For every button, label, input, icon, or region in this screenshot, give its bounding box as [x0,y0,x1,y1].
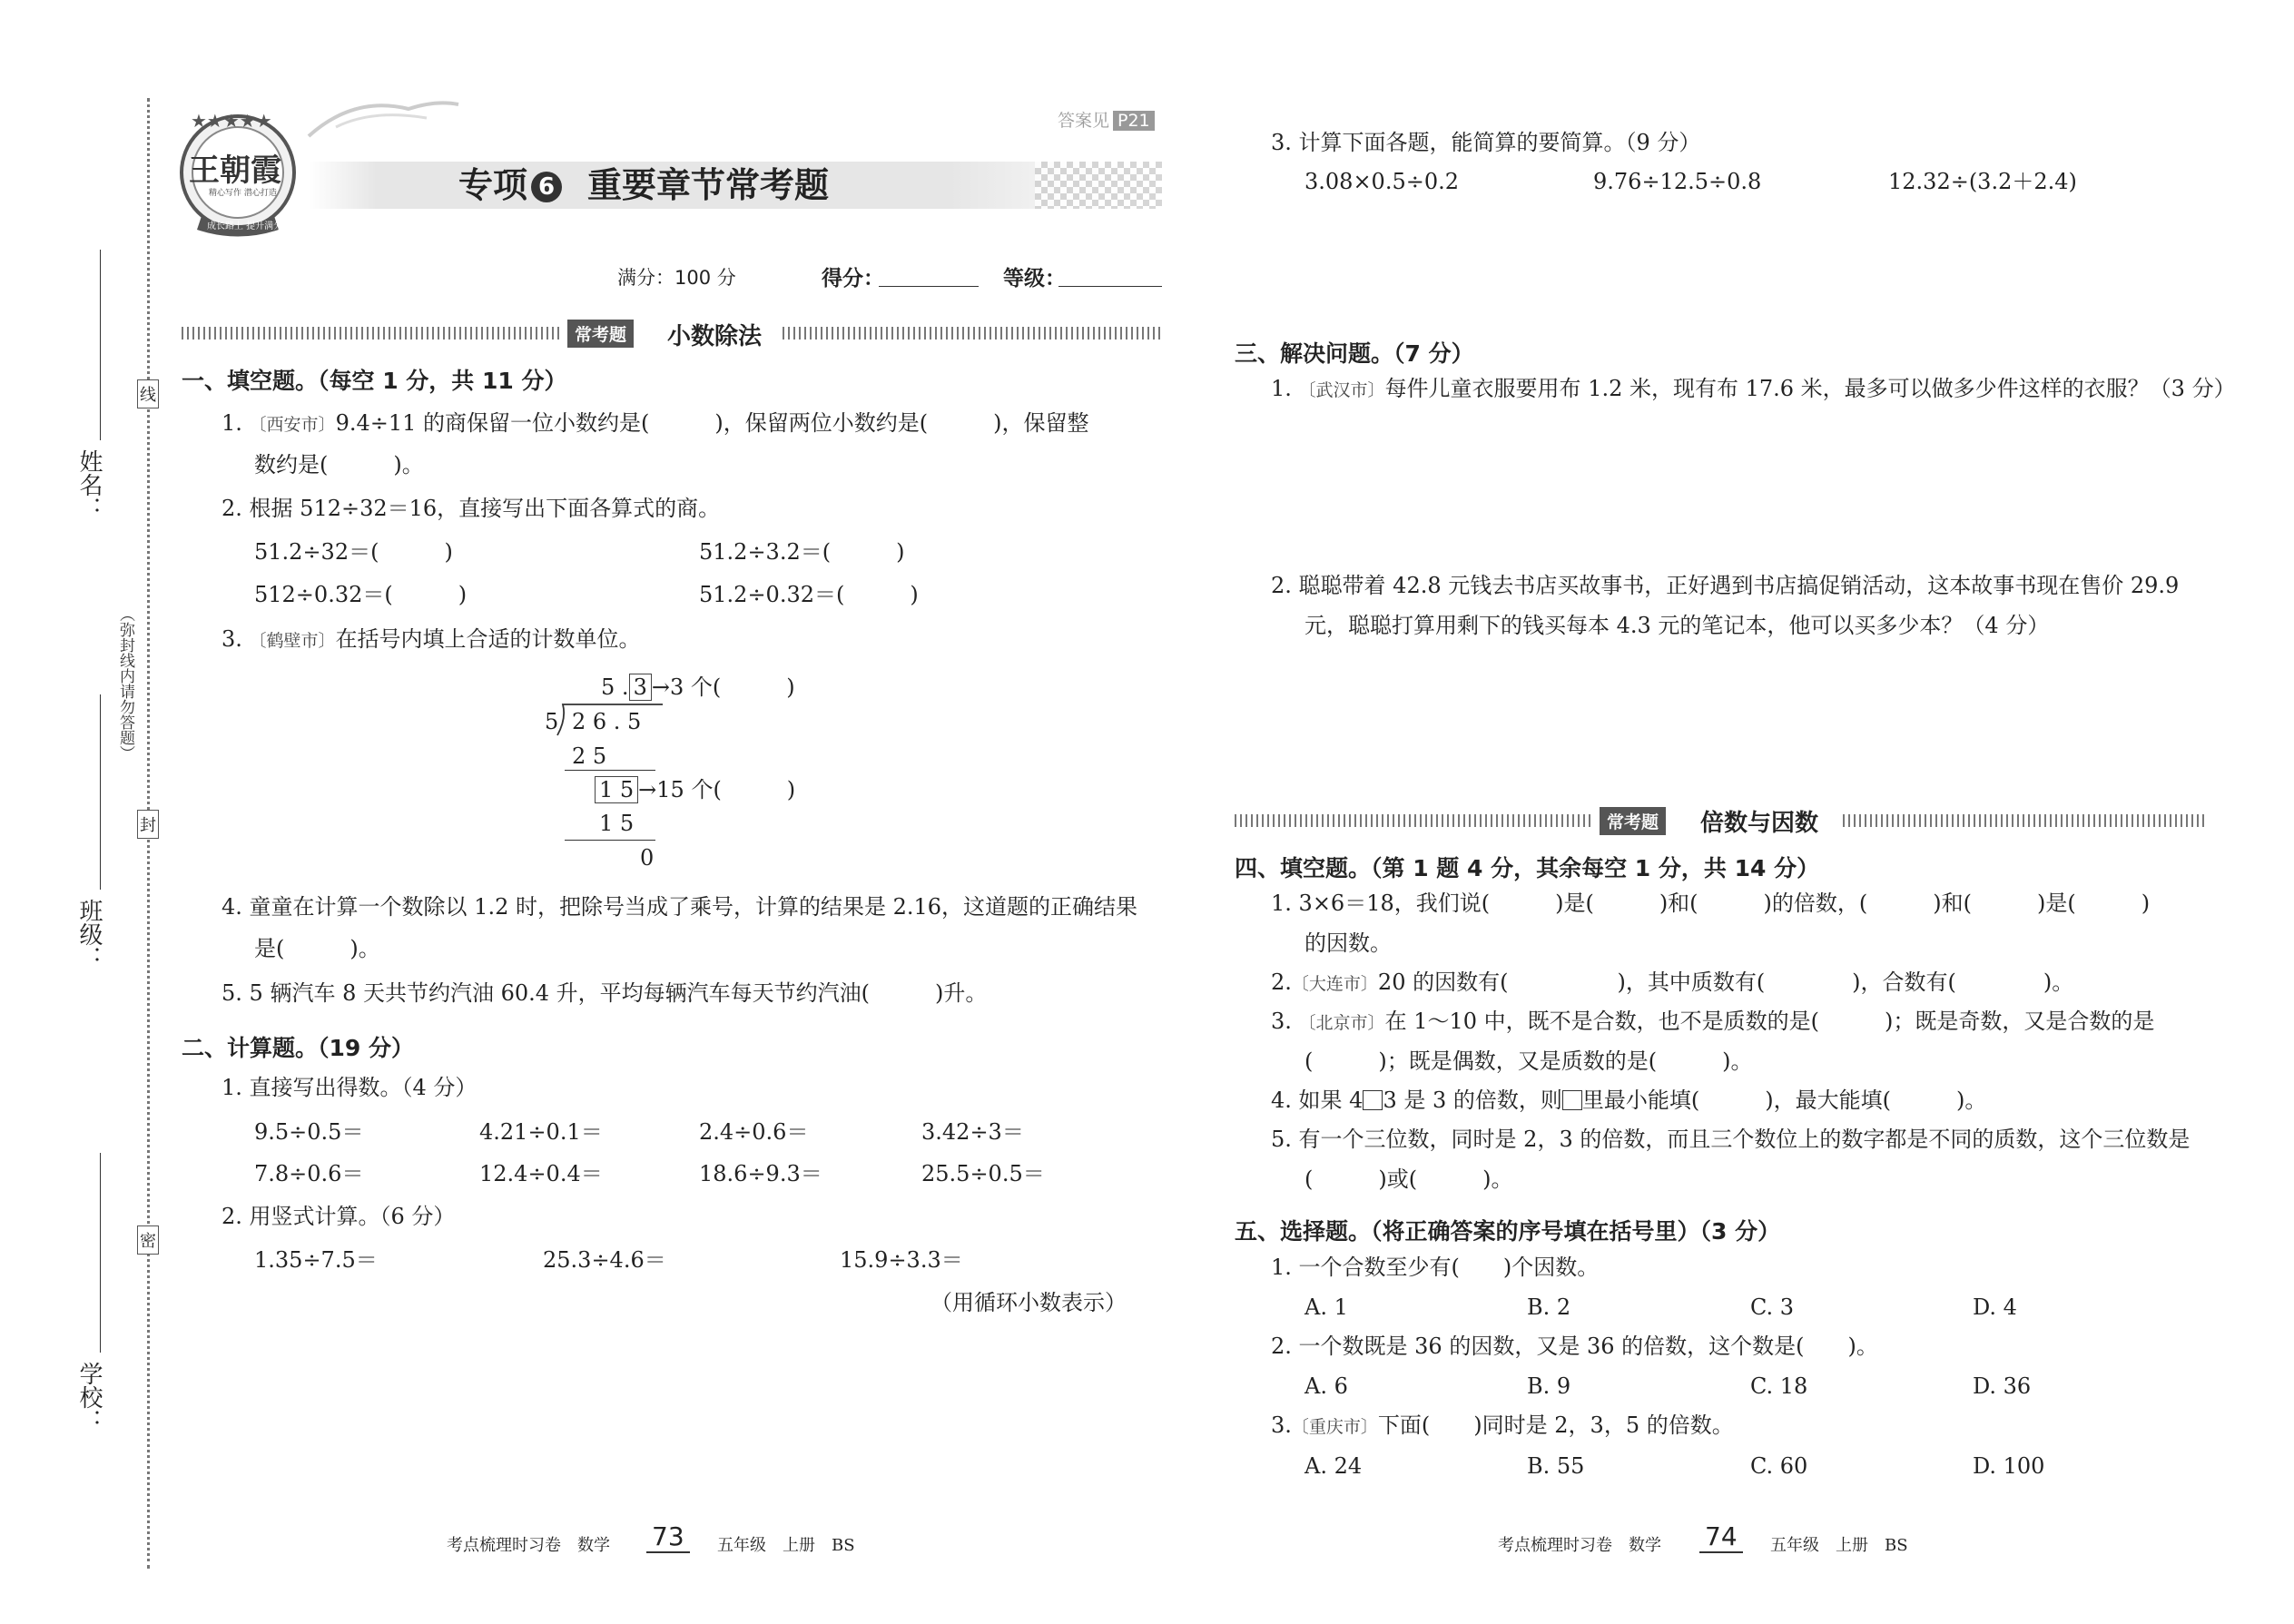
s2-q3-e1: 3.08×0.5÷0.2 [1305,169,1459,194]
ld-row3: 1 5 [599,811,635,836]
section2-badge: 常考题 [1600,807,1666,835]
school-label: 学校： [75,1362,103,1432]
footer-right-page: 74 [1699,1521,1743,1553]
s2-q3-e2: 9.76÷12.5÷0.8 [1593,169,1762,194]
s2-r3c3: 15.9÷3.3＝ [840,1247,963,1273]
answer-ref: 答案见 P21 [1058,107,1155,132]
s1-q2-e3: 512÷0.32＝( ) [254,582,468,607]
grade-field[interactable] [1058,286,1162,287]
section1-badge: 常考题 [567,320,634,348]
s5-q3-c[interactable]: C. 60 [1750,1453,1808,1479]
s3-heading: 三、解决问题。（7 分） [1235,340,1474,367]
s5-q1-c[interactable]: C. 3 [1750,1294,1795,1320]
s5-q1-d[interactable]: D. 4 [1973,1294,2017,1320]
ld-line1 [565,770,655,771]
s3-q2-line2: 元，聪聪打算用剩下的钱买每本 4.3 元的笔记本，他可以买多少本？（4 分） [1305,613,2050,638]
s5-q3: 3.〔重庆市〕下面( )同时是 2，3，5 的倍数。 [1271,1412,1734,1438]
s2-q1: 1. 直接写出得数。（4 分） [222,1075,478,1100]
ld-divisor: 5 [545,709,559,734]
section1-hatch-left [182,327,563,340]
s3-q1: 1. 〔武汉市〕每件儿童衣服要用布 1.2 米，现有布 17.6 米，最多可以做多少件这样的衣服？（3 分） [1271,376,2236,401]
s1-q3: 3. 〔鹤壁市〕在括号内填上合适的计数单位。 [222,626,641,652]
seal-char: 封 [137,810,159,839]
s2-q2: 2. 用竖式计算。（6 分） [222,1204,456,1229]
grade-label: 等级： [1003,267,1066,290]
logo-motto-ribbon: 成长路上 提升满分 [207,221,283,231]
s4-q5-line1: 5. 有一个三位数，同时是 2，3 的倍数，而且三个数位上的数字都是不同的质数，这个三位数是 [1271,1127,2191,1152]
s2-r2c3: 18.6÷9.3＝ [699,1161,822,1186]
s5-q2-a[interactable]: A. 6 [1305,1373,1348,1399]
mi-char: 密 [137,1225,159,1255]
s4-heading: 四、填空题。（第 1 题 4 分，其余每空 1 分，共 14 分） [1235,855,1820,881]
s2-note: （用循环小数表示） [930,1290,1127,1315]
page-title: 专项 6 重要章节常考题 [458,165,830,205]
title-banner-checker [1035,162,1162,209]
s1-q2: 2. 根据 512÷32＝16，直接写出下面各算式的商。 [222,496,721,521]
s5-q2-d[interactable]: D. 36 [1973,1373,2032,1399]
s2-q3: 3. 计算下面各题，能简算的要简算。（9 分） [1271,130,1701,155]
blank-square [1562,1090,1582,1110]
s2-heading: 二、计算题。（19 分） [182,1035,414,1061]
ld-row2: 1 5 →15 个( ) [595,776,795,803]
s2-r1c4: 3.42÷3＝ [921,1119,1024,1145]
score-field[interactable] [879,286,979,287]
footer-left-book: 考点梳理时习卷 数学 [447,1536,610,1555]
ld-dividend: 2 6 . 5 [572,709,642,734]
ld-quotient: 5 . 3 →3 个( ) [601,674,795,700]
s1-q1-line1: 1. 〔西安市〕9.4÷11 的商保留一位小数约是( )，保留两位小数约是( )，保留整 [222,410,1089,436]
full-score: 满分：100 分 [617,267,736,289]
s2-r2c2: 12.4÷0.4＝ [479,1161,603,1186]
s5-q3-a[interactable]: A. 24 [1305,1453,1363,1479]
ld-line2 [565,840,655,841]
s2-r1c3: 2.4÷0.6＝ [699,1119,809,1145]
s5-q3-b[interactable]: B. 55 [1527,1453,1585,1479]
s1-q2-e1: 51.2÷32＝( ) [254,539,453,565]
s5-q1-b[interactable]: B. 2 [1527,1294,1571,1320]
logo-name: 王朝霞 [189,153,281,189]
section2-hatch-left [1235,814,1593,827]
s5-q3-d[interactable]: D. 100 [1973,1453,2045,1479]
s2-q3-e3: 12.32÷(3.2＋2.4) [1888,169,2077,194]
s2-r1c1: 9.5÷0.5＝ [254,1119,364,1145]
line-char: 线 [137,379,159,408]
name-line [100,250,101,440]
s4-q2: 2.〔大连市〕20 的因数有( )，其中质数有( )，合数有( )。 [1271,969,2074,995]
ld-row4: 0 [640,845,655,871]
s1-q2-e4: 51.2÷0.32＝( ) [699,582,919,607]
section2-title: 倍数与因数 [1700,810,1819,837]
footer-right-book: 考点梳理时习卷 数学 [1498,1536,1661,1555]
s1-q5: 5. 5 辆汽车 8 天共节约汽油 60.4 升，平均每辆汽车每天节约汽油( )升。 [222,980,988,1006]
footer-left-page: 73 [646,1521,690,1553]
seal-note: （弥封线内请勿答题） [116,606,134,761]
s2-r3c1: 1.35÷7.5＝ [254,1247,378,1273]
s4-q3-line1: 3. 〔北京市〕在 1～10 中，既不是合数，也不是质数的是( )；既是奇数，又是合数的是 [1271,1009,2155,1034]
section2-hatch-right [1843,814,2206,827]
footer-right-grade: 五年级 上册 BS [1770,1536,1908,1555]
svg-text:★★★★★: ★★★★★ [191,110,272,132]
class-label: 班级： [75,899,103,969]
footer-left-grade: 五年级 上册 BS [717,1536,855,1555]
s5-q2: 2. 一个数既是 36 的因数，又是 36 的倍数，这个数是( )。 [1271,1334,1878,1359]
s1-q4-line1: 4. 童童在计算一个数除以 1.2 时，把除号当成了乘号，计算的结果是 2.16，这道题的正确结果 [222,894,1138,920]
s5-q1: 1. 一个合数至少有( )个因数。 [1271,1255,1600,1280]
logo-motto: 精心写作 潜心打造 [209,189,277,198]
blank-square [1363,1090,1383,1110]
s2-r2c1: 7.8÷0.6＝ [254,1161,364,1186]
s4-q1-line2: 的因数。 [1305,930,1392,956]
ribbon-decoration [300,91,463,145]
class-line [100,694,101,890]
s5-q2-b[interactable]: B. 9 [1527,1373,1571,1399]
s1-heading: 一、填空题。（每空 1 分，共 11 分） [182,368,567,394]
s4-q3-line2: ( )；既是偶数，又是质数的是( )。 [1305,1048,1753,1074]
school-line [100,1153,101,1353]
s2-r1c2: 4.21÷0.1＝ [479,1119,603,1145]
name-label: 姓名： [75,449,103,520]
s4-q1-line1: 1. 3×6＝18，我们说( )是( )和( )的倍数，( )和( )是( ) [1271,891,2151,916]
s2-r2c4: 25.5÷0.5＝ [921,1161,1045,1186]
section1-hatch-right [783,327,1162,340]
section1-title: 小数除法 [667,323,763,350]
s5-heading: 五、选择题。（将正确答案的序号填在括号里）（3 分） [1235,1218,1781,1245]
s1-q4-line2: 是( )。 [254,936,380,961]
s1-q2-e2: 51.2÷3.2＝( ) [699,539,905,565]
s4-q4: 4. 如果 4 3 是 3 的倍数，则 里最小能填( )，最大能填( )。 [1271,1088,1987,1113]
s1-q1-line2: 数约是( )。 [254,452,424,477]
s2-r3c2: 25.3÷4.6＝ [543,1247,666,1273]
s4-q5-line2: ( )或( )。 [1305,1166,1513,1192]
s5-q1-a[interactable]: A. 1 [1305,1294,1348,1320]
s3-q2-line1: 2. 聪聪带着 42.8 元钱去书店买故事书，正好遇到书店搞促销活动，这本故事书现在售价 29.9 [1271,573,2180,598]
s5-q2-c[interactable]: C. 18 [1750,1373,1808,1399]
ld-row1: 2 5 [572,743,607,769]
score-label: 得分： [822,267,884,290]
